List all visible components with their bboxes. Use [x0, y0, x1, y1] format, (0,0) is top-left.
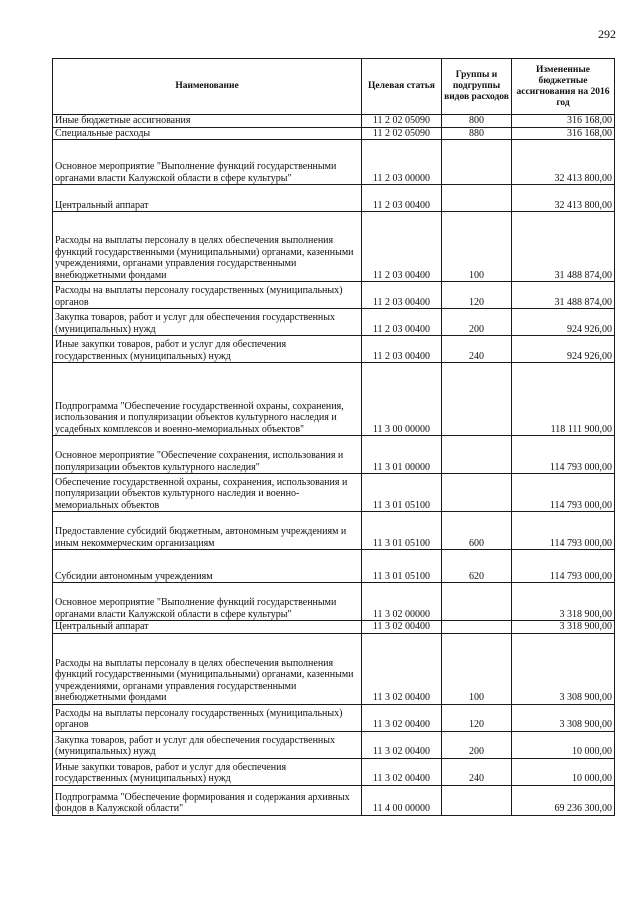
row-expense-group: 100: [442, 212, 512, 282]
row-expense-group: 120: [442, 282, 512, 309]
row-amount: 32 413 800,00: [512, 185, 615, 212]
row-name: Иные закупки товаров, работ и услуг для обеспечения государственных (муниципальных) нужд: [53, 336, 362, 363]
row-target-code: 11 2 03 00400: [362, 336, 442, 363]
row-name: Центральный аппарат: [53, 621, 362, 634]
row-amount: 924 926,00: [512, 336, 615, 363]
row-target-code: 11 3 02 00400: [362, 758, 442, 785]
budget-table: [52, 58, 615, 816]
row-expense-group: 600: [442, 512, 512, 550]
row-name: Расходы на выплаты персоналу в целях обеспечения выполнения функций государственными (муниципальными) органами, казенными учреждениями, органами управления государственными внебюджетными фондами: [53, 212, 362, 282]
row-target-code: 11 3 02 00400: [362, 731, 442, 758]
row-name: Основное мероприятие "Обеспечение сохранения, использования и популяризации объектов культурного наследия": [53, 436, 362, 474]
table-header-row: [53, 59, 615, 115]
table-row: [53, 140, 615, 185]
row-target-code: 11 3 00 00000: [362, 363, 442, 436]
header-code: Целевая статья: [362, 59, 442, 115]
row-name: Субсидии автономным учреждениям: [53, 550, 362, 583]
table-row: [53, 474, 615, 512]
table-row: [53, 363, 615, 436]
row-expense-group: 120: [442, 704, 512, 731]
row-expense-group: [442, 363, 512, 436]
row-amount: 316 168,00: [512, 115, 615, 128]
row-name: Иные бюджетные ассигнования: [53, 115, 362, 128]
row-target-code: 11 3 02 00400: [362, 621, 442, 634]
row-amount: 316 168,00: [512, 127, 615, 140]
row-target-code: 11 2 03 00400: [362, 282, 442, 309]
row-name: Подпрограмма "Обеспечение формирования и содержания архивных фондов в Калужской области": [53, 785, 362, 815]
row-expense-group: 620: [442, 550, 512, 583]
row-amount: 10 000,00: [512, 731, 615, 758]
row-target-code: 11 3 01 05100: [362, 550, 442, 583]
table-row: [53, 550, 615, 583]
table-row: [53, 583, 615, 621]
row-amount: 924 926,00: [512, 309, 615, 336]
header-amount: Измененные бюджетные ассигнования на 2016 год: [512, 59, 615, 115]
row-name: Подпрограмма "Обеспечение государственной охраны, сохранения, использования и популяризации объектов культурного наследия и усадебных комплексов и военно-мемориальных объектов": [53, 363, 362, 436]
row-name: Специальные расходы: [53, 127, 362, 140]
row-target-code: 11 3 01 05100: [362, 474, 442, 512]
row-name: Обеспечение государственной охраны, сохранения, использования и популяризации объектов культурного наследия и военно-мемориальных объектов: [53, 474, 362, 512]
row-amount: 114 793 000,00: [512, 512, 615, 550]
row-expense-group: [442, 474, 512, 512]
table-row: [53, 115, 615, 128]
table-row: [53, 185, 615, 212]
table-row: [53, 282, 615, 309]
table-row: [53, 785, 615, 815]
row-expense-group: [442, 140, 512, 185]
row-amount: 31 488 874,00: [512, 212, 615, 282]
row-expense-group: [442, 583, 512, 621]
row-target-code: 11 2 03 00000: [362, 140, 442, 185]
row-name: Закупка товаров, работ и услуг для обеспечения государственных (муниципальных) нужд: [53, 309, 362, 336]
row-target-code: 11 2 03 00400: [362, 309, 442, 336]
table-row: [53, 704, 615, 731]
table-row: [53, 731, 615, 758]
row-name: Предоставление субсидий бюджетным, автономным учреждениям и иным некоммерческим организациям: [53, 512, 362, 550]
row-amount: 3 308 900,00: [512, 704, 615, 731]
row-target-code: 11 3 01 05100: [362, 512, 442, 550]
row-name: Расходы на выплаты персоналу государственных (муниципальных) органов: [53, 704, 362, 731]
row-amount: 118 111 900,00: [512, 363, 615, 436]
row-name: Закупка товаров, работ и услуг для обеспечения государственных (муниципальных) нужд: [53, 731, 362, 758]
row-name: Расходы на выплаты персоналу государственных (муниципальных) органов: [53, 282, 362, 309]
row-target-code: 11 3 02 00400: [362, 704, 442, 731]
row-target-code: 11 3 02 00000: [362, 583, 442, 621]
table-row: [53, 127, 615, 140]
row-amount: 3 308 900,00: [512, 633, 615, 704]
header-name: Наименование: [53, 59, 362, 115]
row-expense-group: [442, 436, 512, 474]
table-row: [53, 758, 615, 785]
table-row: [53, 621, 615, 634]
row-amount: 69 236 300,00: [512, 785, 615, 815]
row-amount: 31 488 874,00: [512, 282, 615, 309]
row-expense-group: [442, 621, 512, 634]
row-name: Расходы на выплаты персоналу в целях обеспечения выполнения функций государственными (муниципальными) органами, казенными учреждениями, органами управления государственными внебюджетными фондами: [53, 633, 362, 704]
row-expense-group: 240: [442, 758, 512, 785]
row-expense-group: 100: [442, 633, 512, 704]
header-group: Группы и подгруппы видов расходов: [442, 59, 512, 115]
table-row: [53, 512, 615, 550]
row-amount: 3 318 900,00: [512, 583, 615, 621]
row-expense-group: 800: [442, 115, 512, 128]
row-amount: 114 793 000,00: [512, 550, 615, 583]
table-row: [53, 436, 615, 474]
table-row: [53, 336, 615, 363]
row-target-code: 11 2 02 05090: [362, 127, 442, 140]
page-number: 292: [598, 27, 616, 41]
row-name: Иные закупки товаров, работ и услуг для обеспечения государственных (муниципальных) нужд: [53, 758, 362, 785]
row-target-code: 11 2 02 05090: [362, 115, 442, 128]
row-expense-group: 240: [442, 336, 512, 363]
table-row: [53, 309, 615, 336]
row-expense-group: 200: [442, 731, 512, 758]
row-amount: 3 318 900,00: [512, 621, 615, 634]
table-row: [53, 633, 615, 704]
row-name: Основное мероприятие "Выполнение функций государственными органами власти Калужской области в сфере культуры": [53, 140, 362, 185]
row-target-code: 11 4 00 00000: [362, 785, 442, 815]
row-expense-group: 200: [442, 309, 512, 336]
row-amount: 10 000,00: [512, 758, 615, 785]
row-name: Основное мероприятие "Выполнение функций государственными органами власти Калужской области в сфере культуры": [53, 583, 362, 621]
row-amount: 32 413 800,00: [512, 140, 615, 185]
row-target-code: 11 2 03 00400: [362, 212, 442, 282]
row-expense-group: [442, 185, 512, 212]
table-row: [53, 212, 615, 282]
row-target-code: 11 3 02 00400: [362, 633, 442, 704]
row-expense-group: [442, 785, 512, 815]
row-target-code: 11 2 03 00400: [362, 185, 442, 212]
row-amount: 114 793 000,00: [512, 436, 615, 474]
row-target-code: 11 3 01 00000: [362, 436, 442, 474]
row-amount: 114 793 000,00: [512, 474, 615, 512]
row-expense-group: 880: [442, 127, 512, 140]
row-name: Центральный аппарат: [53, 185, 362, 212]
